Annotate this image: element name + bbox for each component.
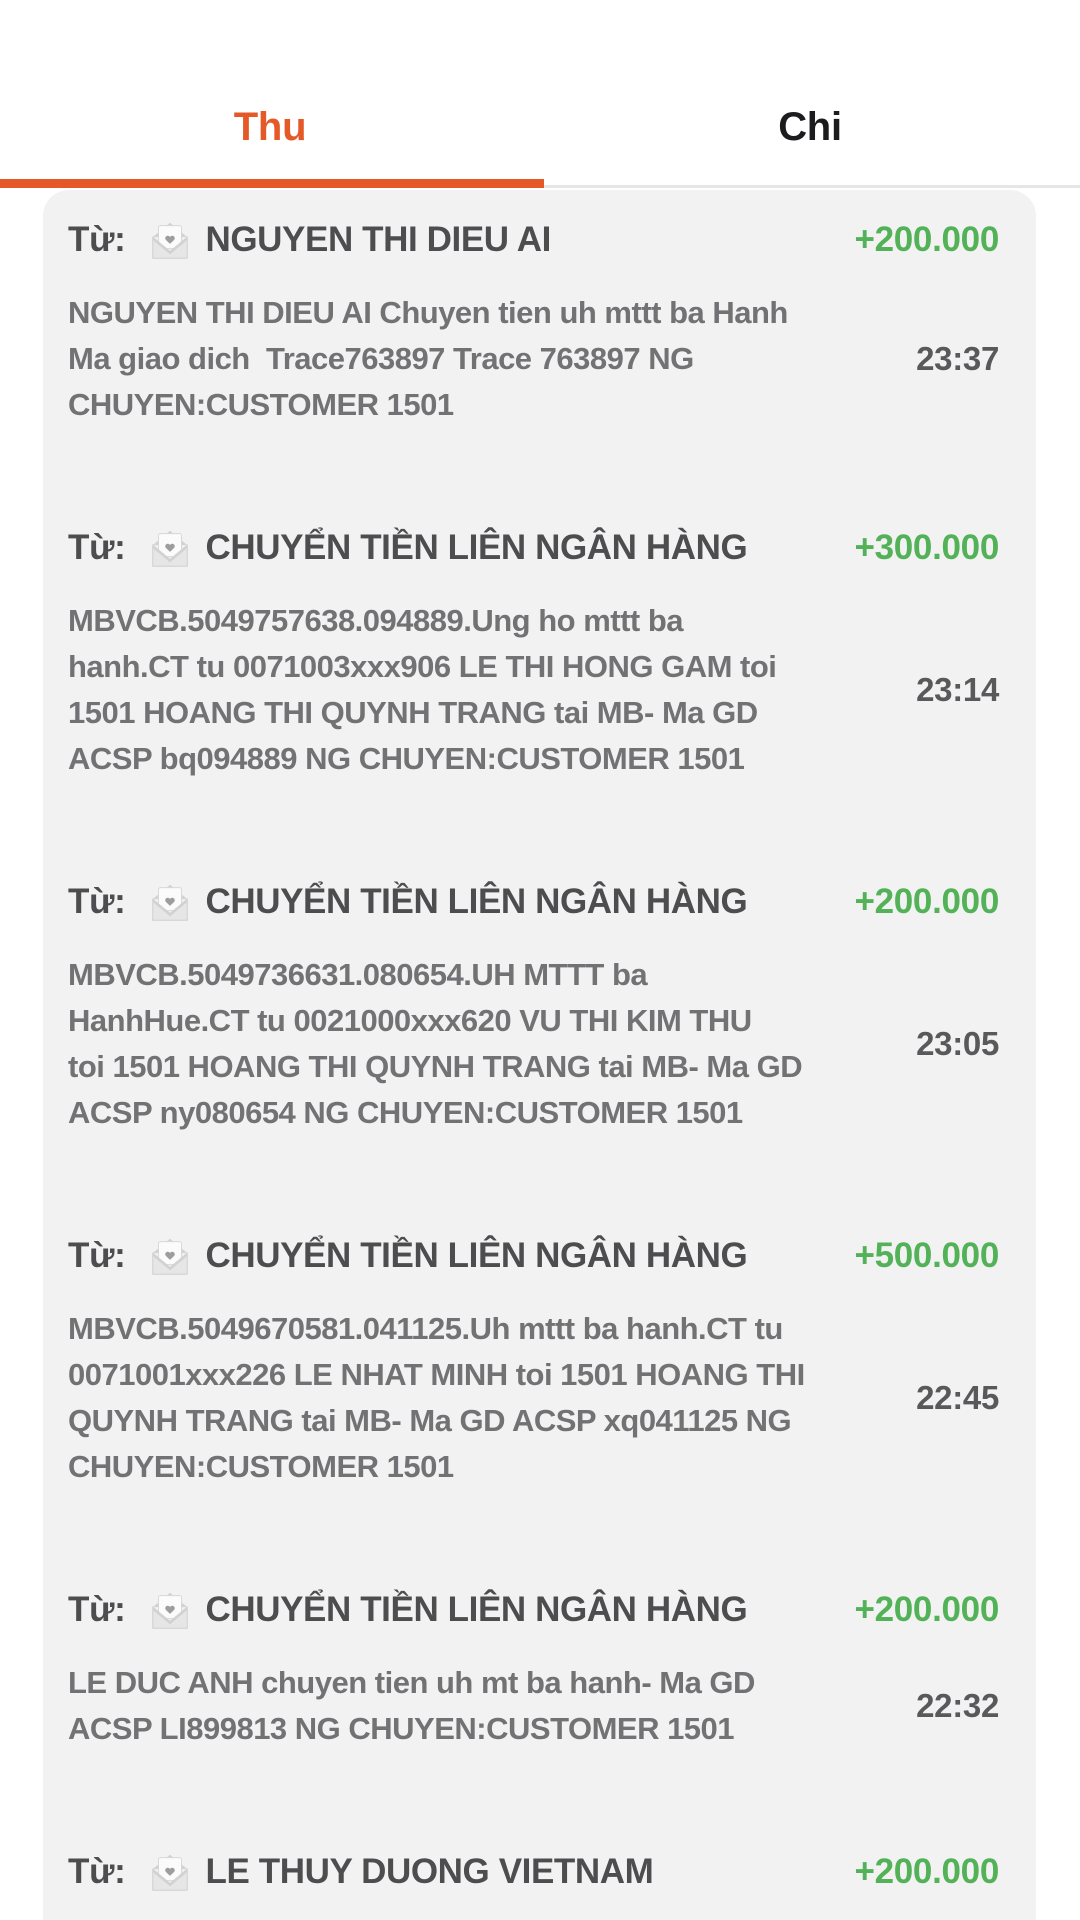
sender-name: CHUYỂN TIỀN LIÊN NGÂN HÀNG [205,1590,748,1629]
amount: +200.000 [854,220,999,259]
description-line: 1501 HOANG THI QUYNH TRANG tai MB- Ma GD [68,695,758,730]
transaction-body [68,290,999,428]
amount: +200.000 [854,882,999,921]
description-line: MBVCB.5049736631.080654.UH MTTT ba [68,957,648,992]
sender-name: CHUYỂN TIỀN LIÊN NGÂN HÀNG [205,1236,748,1275]
description-line: QUYNH TRANG tai MB- Ma GD ACSP xq041125 NG [68,1403,792,1438]
amount: +300.000 [854,528,999,567]
love-letter-envelope-icon [147,1849,193,1895]
description [68,1306,849,1490]
love-letter-envelope-icon [147,217,193,263]
from-label: Từ: [68,1852,126,1891]
sender-name: CHUYỂN TIỀN LIÊN NGÂN HÀNG [205,528,748,567]
time: 22:45 [916,1379,999,1416]
transaction-body [68,598,999,782]
transaction-header [68,1848,999,1896]
transaction-row[interactable] [68,878,999,1136]
transaction-row[interactable] [68,1232,999,1490]
transaction-body [68,1660,999,1752]
love-letter-envelope-icon [147,525,193,571]
time: 23:05 [916,1025,999,1062]
love-letter-envelope-icon [147,1587,193,1633]
transaction-header [68,1586,999,1634]
description-line: NGUYEN THI DIEU AI Chuyen tien uh mttt ba Hanh [68,295,788,330]
from-label: Từ: [68,528,126,567]
sender-name: LE THUY DUONG VIETNAM [205,1852,654,1891]
description-line: CHUYEN:CUSTOMER 1501 [68,1449,454,1484]
description [68,598,849,782]
description-line: ACSP LI899813 NG CHUYEN:CUSTOMER 1501 [68,1711,735,1746]
active-tab-indicator [0,179,544,188]
tab-thu[interactable]: Thu [233,105,307,149]
sender-name: CHUYỂN TIỀN LIÊN NGÂN HÀNG [205,882,748,921]
transaction-header [68,878,999,926]
description-line: CHUYEN:CUSTOMER 1501 [68,387,454,422]
description-line: MBVCB.5049670581.041125.Uh mttt ba hanh.CT tu [68,1311,783,1346]
time: 23:14 [916,671,999,708]
transaction-body [68,952,999,1136]
transaction-header [68,524,999,572]
time: 22:32 [916,1687,999,1724]
description-line: Ma giao dich Trace763897 Trace 763897 NG [68,341,694,376]
tab-chi[interactable]: Chi [778,105,842,149]
transaction-row[interactable] [68,524,999,782]
description-line: ACSP ny080654 NG CHUYEN:CUSTOMER 1501 [68,1095,743,1130]
from-label: Từ: [68,1236,126,1275]
amount: +500.000 [854,1236,999,1275]
time: 23:37 [916,340,999,377]
transaction-list [43,190,1036,1920]
amount: +200.000 [854,1590,999,1629]
description-line: hanh.CT tu 0071003xxx906 LE THI HONG GAM toi [68,649,777,684]
transaction-header [68,1232,999,1280]
description-line: LE DUC ANH chuyen tien uh mt ba hanh- Ma GD [68,1665,755,1700]
sender-name: NGUYEN THI DIEU AI [205,220,551,259]
description-line: HanhHue.CT tu 0021000xxx620 VU THI KIM THU [68,1003,752,1038]
description-line: ACSP bq094889 NG CHUYEN:CUSTOMER 1501 [68,741,745,776]
description [68,290,849,428]
description-line: toi 1501 HOANG THI QUYNH TRANG tai MB- Ma GD [68,1049,803,1084]
love-letter-envelope-icon [147,879,193,925]
transaction-row[interactable] [68,1848,999,1920]
love-letter-envelope-icon [147,1233,193,1279]
description [68,952,849,1136]
amount: +200.000 [854,1852,999,1891]
from-label: Từ: [68,882,126,921]
description-line: 0071001xxx226 LE NHAT MINH toi 1501 HOANG THI [68,1357,805,1392]
tab-bar [0,0,1080,188]
from-label: Từ: [68,1590,126,1629]
transaction-header [68,216,999,264]
description [68,1660,849,1752]
transaction-row[interactable] [68,216,999,428]
transaction-row[interactable] [68,1586,999,1752]
from-label: Từ: [68,220,126,259]
transaction-body [68,1306,999,1490]
description-line: MBVCB.5049757638.094889.Ung ho mttt ba [68,603,684,638]
